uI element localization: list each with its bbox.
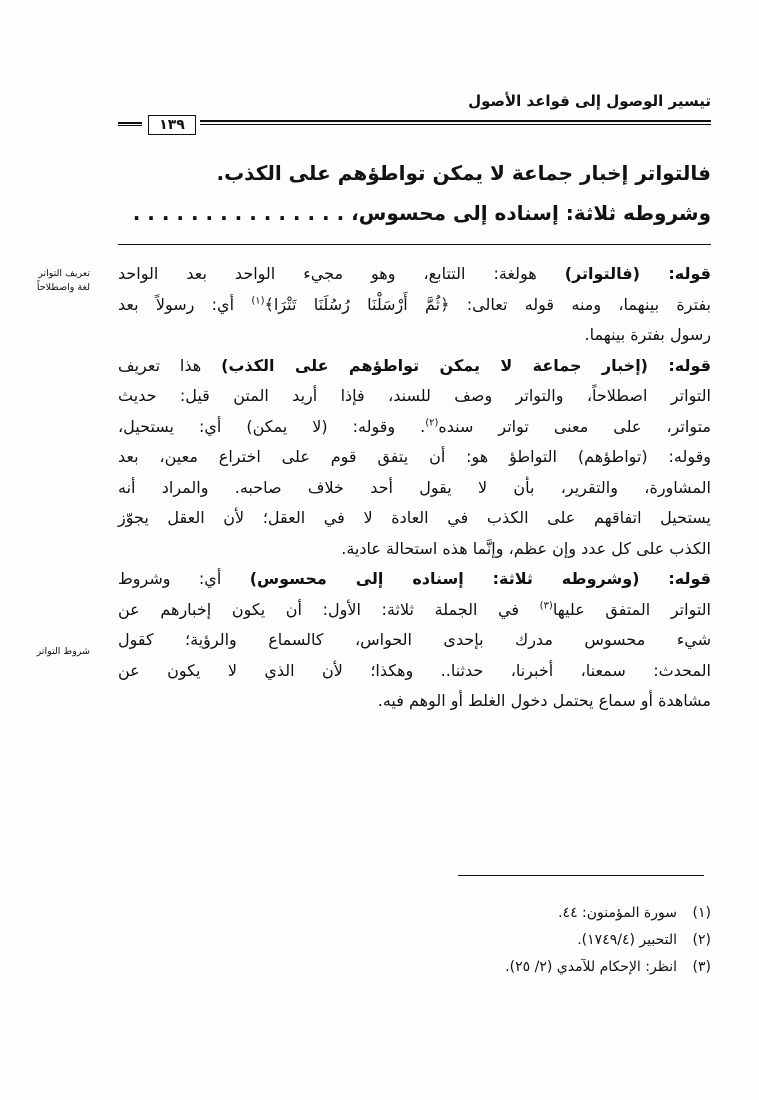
commentary-paragraph [118, 351, 711, 565]
footnote-ref-1: (١) [251, 295, 265, 307]
commentary-lead: قوله: (إخبار جماعة لا يمكن تواطؤهم على الكذب) [221, 355, 711, 375]
text-line: رسول بفترة بينهما. [584, 325, 711, 344]
line-text: أي: وشروط [118, 569, 222, 588]
text-line: مشاهدة أو سماع يحتمل دخول الغلط أو الوهم فيه. [377, 691, 711, 710]
text-line [118, 412, 711, 443]
margin-note-conditions: شروط التواتر [36, 646, 90, 657]
footnote-ref-2: (٢) [425, 417, 439, 429]
text-line: المشاورة، والتقرير، بأن لا يقول أحد خلاف صاحبه. والمراد أنه [118, 477, 711, 497]
matn-line: وشروطه ثلاثة: إسناده إلى محسوس، . . . . . . . . . . . . . . . [132, 201, 711, 225]
text-line: المحدث: سمعنا، أخبرنا، حدثنا.. وهكذا؛ لأن الذي لا يكون عن [118, 660, 711, 680]
text-line: الكذب على كل عدد وإن عظم، وإنَّما هذه استحالة عادية. [341, 538, 711, 558]
margin-note-definition [10, 267, 90, 295]
text-line [118, 290, 711, 321]
commentary-lead: قوله: (وشروطه ثلاثة: إسناده إلى محسوس) [249, 569, 711, 588]
footnote [577, 932, 711, 948]
footnote-rule [458, 875, 704, 876]
commentary-paragraph [118, 564, 711, 717]
text-line: شيء محسوس مدرك بإحدى الحواس، كالسماع والرؤية؛ كقول [118, 630, 711, 649]
footnote [558, 905, 711, 921]
footnote-text: انظر: الإحكام للآمدي (٢/ ٢٥). [505, 959, 677, 975]
text-line: يستحيل اتفاقهم على الكذب في العادة لا في العقل؛ لأن العقل يجوّز [118, 508, 711, 527]
footnote-number: (٣) [692, 959, 711, 975]
text-line [118, 564, 711, 595]
text-line [118, 595, 711, 626]
footnote-number: (١) [692, 905, 711, 921]
margin-note-line: لغة واصطلاحاً [36, 282, 90, 293]
text-line: التواتر اصطلاحاً، والتواتر وصف للسند، فإذا أريد المتن قيل: حديث [118, 386, 711, 405]
header-rule [200, 120, 711, 125]
page-number: ١٣٩ [148, 115, 196, 135]
matn-text [118, 153, 711, 233]
matn-line: فالتواتر إخبار جماعة لا يمكن تواطؤهم على الكذب. [216, 161, 711, 185]
matn-separator [118, 244, 711, 245]
header-rule-short [118, 122, 142, 126]
text-line [118, 351, 711, 382]
line-text: هولغة: التتابع، وهو مجيء الواحد بعد الواحد [118, 264, 537, 283]
line-text: التواتر المتفق عليها [552, 599, 711, 619]
line-text: هذا تعريف [118, 355, 202, 375]
footnote-text: التحبير (١٧٤٩/٤). [577, 932, 677, 948]
commentary-lead: قوله: (فالتواتر) [564, 264, 711, 283]
line-text: متواتر، على معنى تواتر سنده [438, 416, 711, 436]
line-text: . وقوله: (لا يمكن) أي: يستحيل، [118, 416, 426, 436]
line-text: في الجملة ثلاثة: الأول: أن يكون إخبارهم عن [118, 599, 519, 619]
text-line: وقوله: (تواطؤهم) التواطؤ هو: أن يتفق قوم على اختراع معين، بعد [118, 447, 711, 466]
commentary-paragraph [118, 259, 711, 351]
footnote [505, 959, 711, 975]
margin-note-line: تعريف التواتر [38, 268, 90, 279]
footnote-ref-3: (٣) [539, 600, 553, 612]
quran-citation: بفترة بينهما، ومنه قوله تعالى: ﴿ثُمَّ أَرْسَلْنَا رُسُلَنَا تَتْرَا﴾ [264, 294, 712, 314]
running-header-title: تيسير الوصول إلى قواعد الأصول [468, 92, 711, 110]
commentary [118, 259, 711, 717]
text-line [118, 259, 711, 290]
footnote-number: (٢) [692, 932, 711, 948]
line-text: أي: رسولاً بعد [118, 294, 235, 314]
footnote-text: سورة المؤمنون: ٤٤. [558, 905, 677, 921]
